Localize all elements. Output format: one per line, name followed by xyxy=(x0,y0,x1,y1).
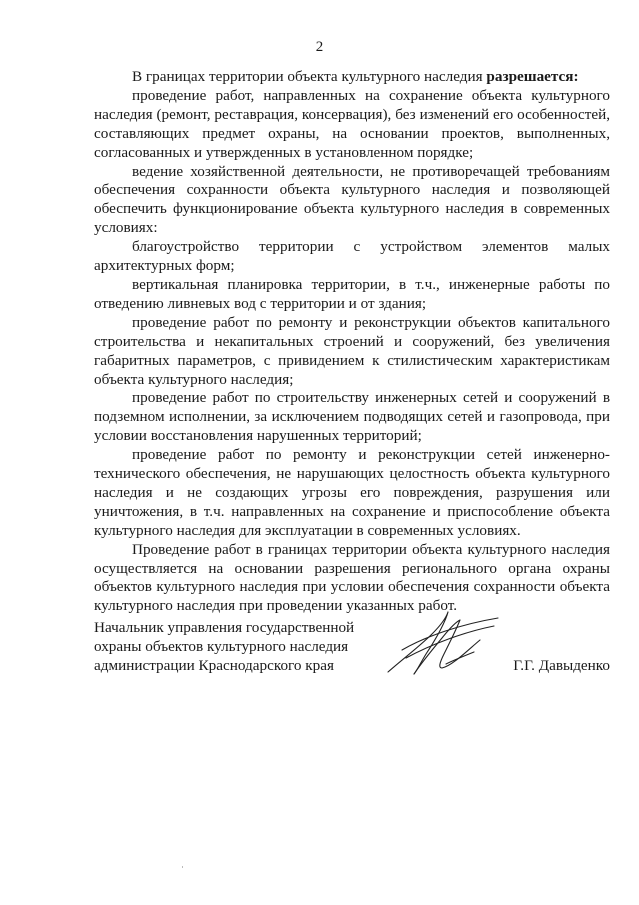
paragraph-landscaping: благоустройство территории с устройством элементов малых архитектурных форм; xyxy=(94,238,610,275)
signer-title-line: охраны объектов культурного наследия xyxy=(94,638,349,655)
handwritten-signature xyxy=(382,606,502,678)
scan-artifact xyxy=(182,866,183,868)
paragraph-engineering-networks-repair: проведение работ по ремонту и реконструкции сетей инженерно-технического обеспечения, не нарушающих целостность объекта культурного наследия и не создающих угрозы его повреждения, разрушения или уничтожения, в т.ч. направленных на сохранение и приспособление объекта культурного наследия для эксплуатации в современных условиях. xyxy=(94,446,610,539)
page-number: 2 xyxy=(315,39,324,55)
paragraph-economic-activity: ведение хозяйственной деятельности, не противоречащей требованиям обеспечения сохранности объекта культурного наследия и позволяющей обеспечить функционирование объекта культурного наследия в современных условиях: xyxy=(94,162,610,237)
paragraph-engineering-networks-construction: проведение работ по строительству инженерных сетей и сооружений в подземном исполнении, за исключением подводящих сетей и газопровода, при условии восстановления нарушенных территорий; xyxy=(94,389,610,445)
signer-name: Г.Г. Давыденко xyxy=(513,657,610,674)
signer-title xyxy=(94,618,394,675)
signer-title-line: администрации Краснодарского края xyxy=(94,657,334,674)
intro-paragraph xyxy=(94,68,610,87)
paragraph-conservation-works: проведение работ, направленных на сохранение объекта культурного наследия (ремонт, реставрация, консервация), без изменений его особенностей, составляющих предмет охраны, на основании проектов, выполненных, согласованных и утвержденных в установленном порядке; xyxy=(94,86,610,161)
intro-text: В границах территории объекта культурного наследия xyxy=(132,68,487,85)
intro-bold-text: разрешается: xyxy=(486,68,579,85)
paragraph-vertical-planning: вертикальная планировка территории, в т.ч., инженерные работы по отведению ливневых вод с территории и от здания; xyxy=(94,275,610,312)
paragraph-permit-conditions: Проведение работ в границах территории объекта культурного наследия осуществляется на основании разрешения регионального органа охраны объектов культурного наследия при условии обеспечения сохранности объекта культурного наследия при проведении указанных работ. xyxy=(94,540,610,615)
paragraph-capital-construction-repair: проведение работ по ремонту и реконструкции объектов капитального строительства и некапитальных строений и сооружений, без увеличения габаритных параметров, с привидением к стилистическим характеристикам объекта культурного наследия; xyxy=(94,313,610,388)
signature-block xyxy=(94,618,610,678)
signer-title-line: Начальник управления государственной xyxy=(94,619,355,636)
document-body xyxy=(94,68,610,616)
